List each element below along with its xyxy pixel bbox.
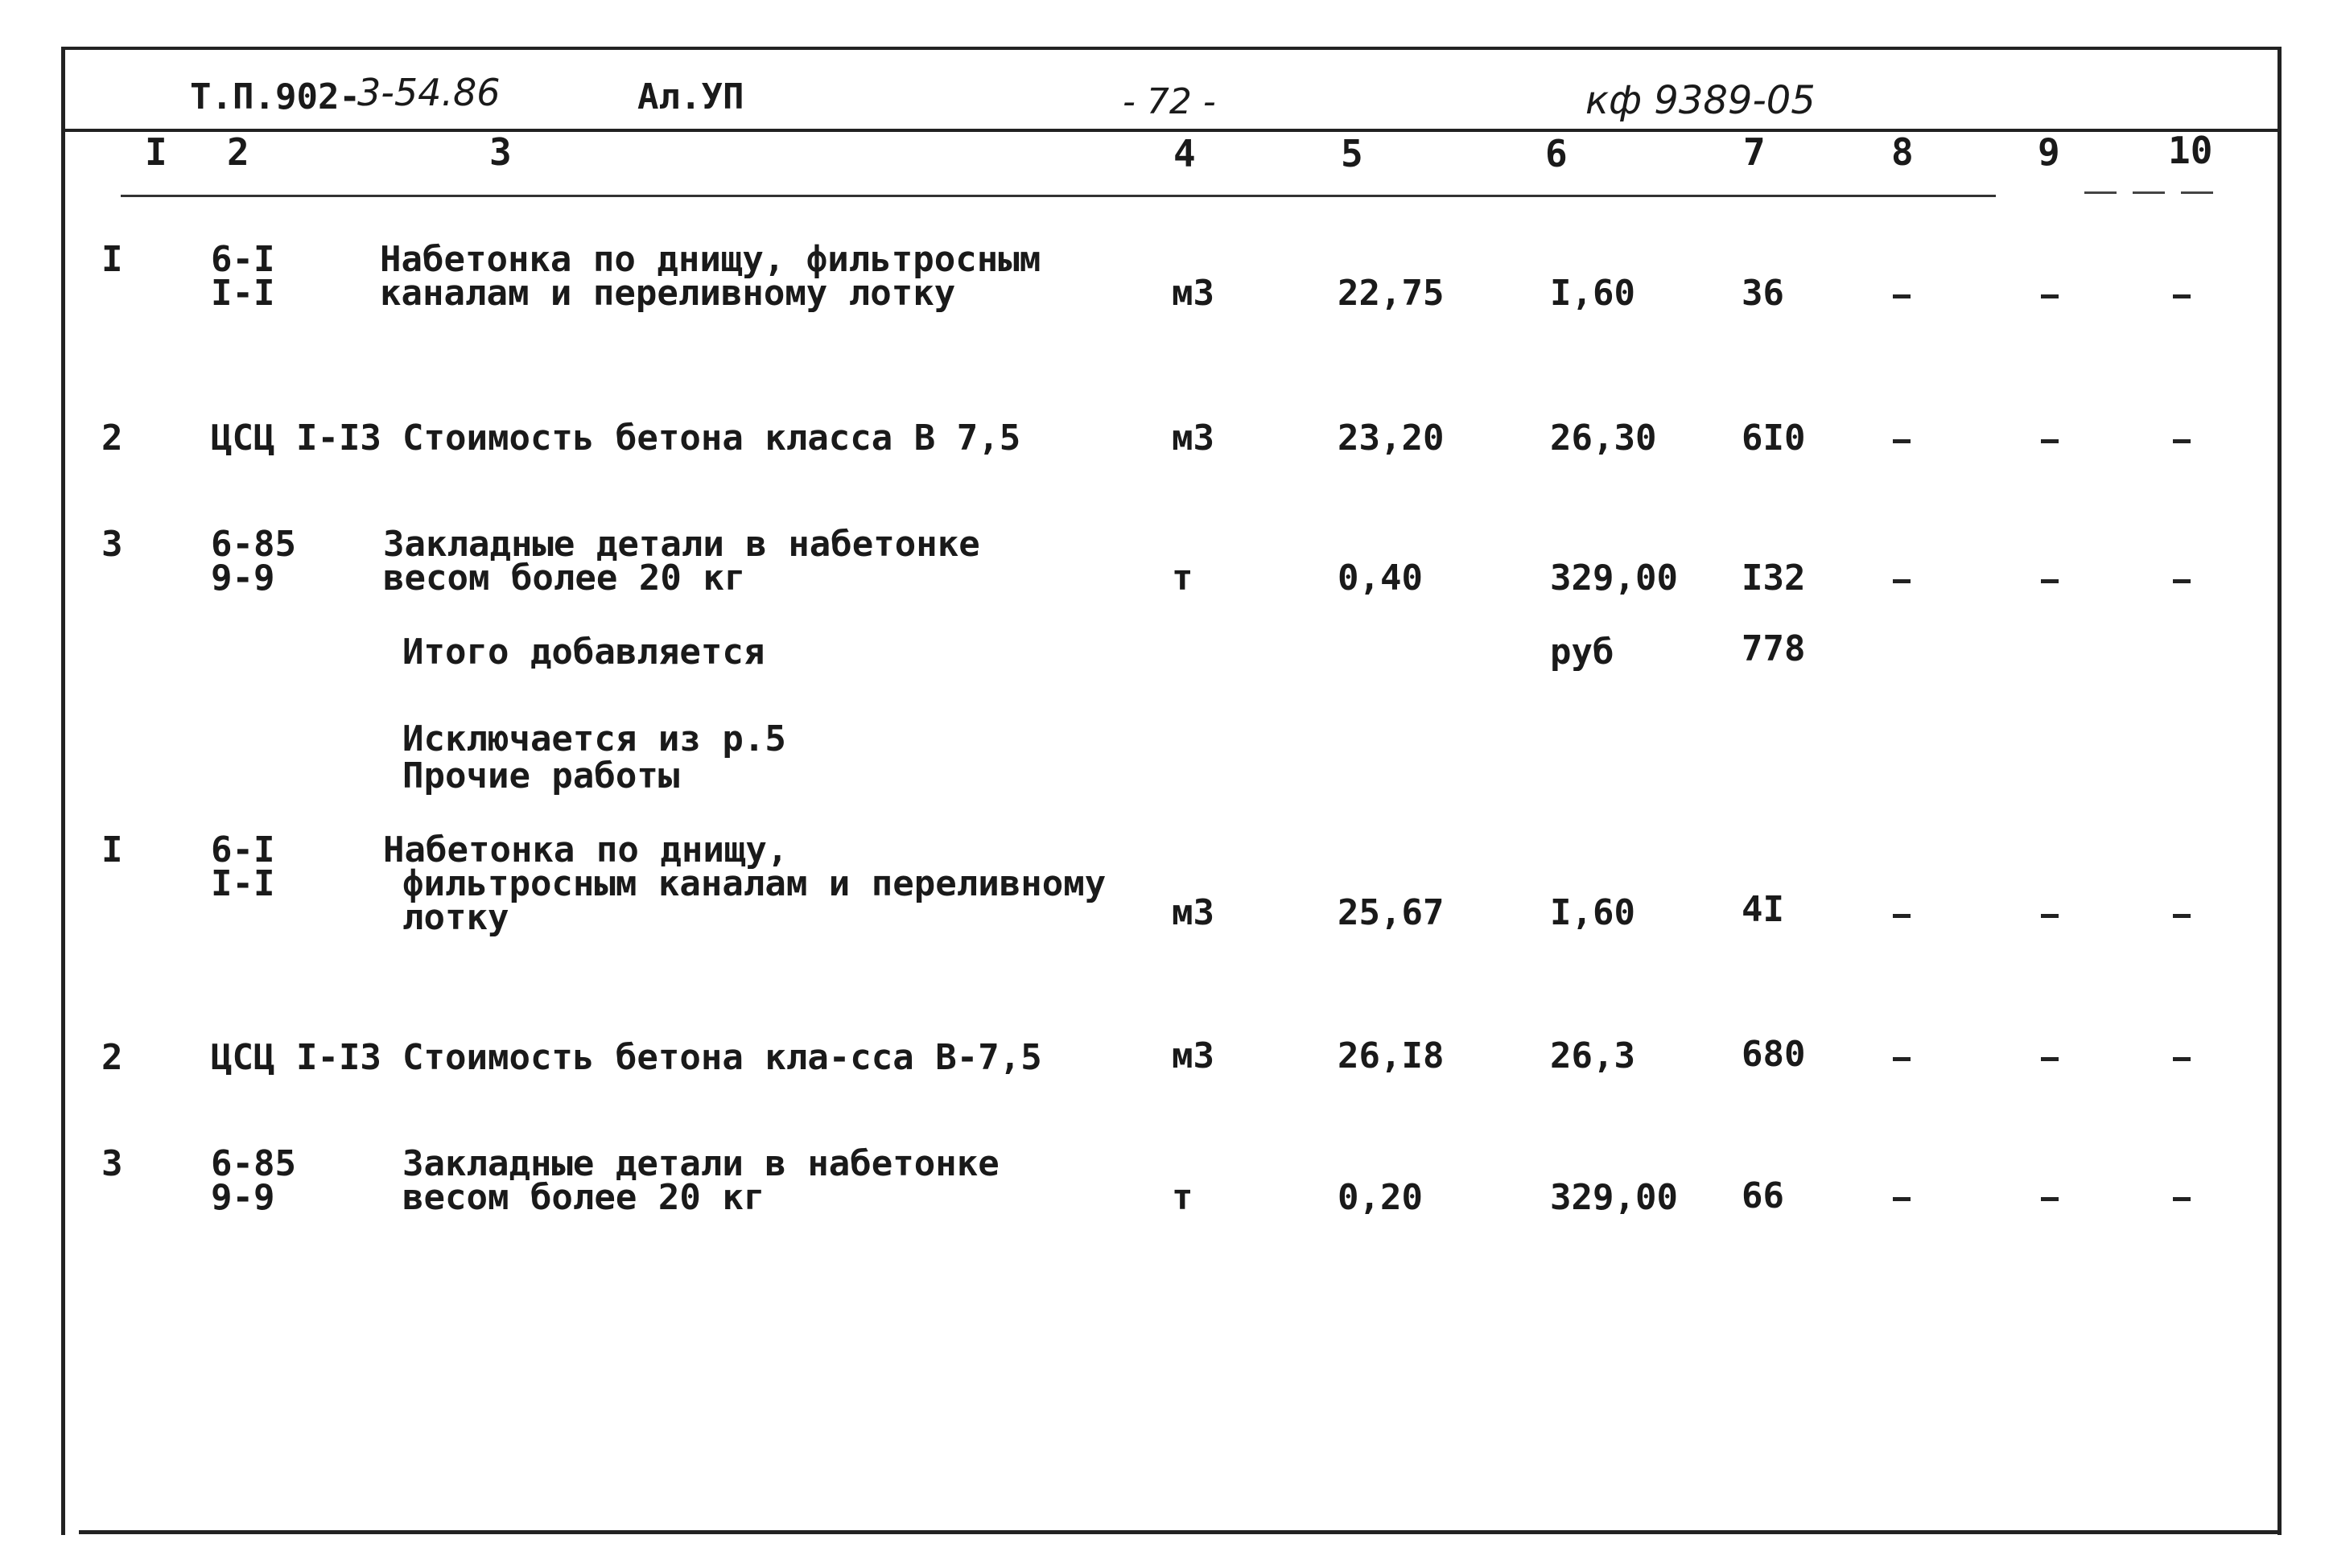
norm-code: 6-85: [211, 1143, 296, 1184]
work-description: Закладные детали в набетонке: [383, 524, 980, 565]
work-description-cont: весом более 20 кг: [402, 1177, 765, 1218]
unit-price: 329,00: [1550, 558, 1678, 599]
empty-cell-dash: [2173, 579, 2191, 583]
excluded-heading: Исключается из р.5: [402, 718, 786, 759]
quantity: 25,67: [1338, 892, 1445, 933]
total-cost: 6I0: [1742, 418, 1806, 459]
empty-cell-dash: [2041, 294, 2059, 298]
quantity: 26,I8: [1338, 1035, 1445, 1076]
norm-code-sub: 9-9: [211, 1177, 275, 1218]
column-header-dashed-rule: [2084, 191, 2229, 194]
norm-code: 6-85: [211, 524, 296, 565]
empty-cell-dash: [2041, 1197, 2059, 1201]
total-cost: 66: [1742, 1175, 1784, 1216]
total-cost: 680: [1742, 1034, 1806, 1075]
excluded-subheading: Прочие работы: [402, 755, 680, 796]
column-number-7: 7: [1743, 130, 1766, 174]
album-number: Ал.УП: [637, 76, 744, 117]
work-description: Набетонка по днищу, фильтросным: [380, 239, 1041, 280]
work-description: Закладные детали в набетонке: [402, 1143, 1000, 1184]
row-number: 2: [101, 1037, 123, 1078]
column-number-3: 3: [489, 130, 512, 174]
unit: т: [1172, 558, 1193, 599]
empty-cell-dash: [1893, 439, 1911, 443]
empty-cell-dash: [1893, 1197, 1911, 1201]
column-number-4: 4: [1173, 132, 1196, 175]
empty-cell-dash: [2173, 1057, 2191, 1061]
norm-code-sub: I-I: [211, 273, 275, 314]
total-cost: 4I: [1742, 889, 1784, 930]
norm-code: ЦСЦ I-I3: [211, 1037, 381, 1078]
row-number: I: [101, 239, 123, 280]
norm-code: 6-I: [211, 239, 275, 280]
document-code-handwritten: 3-54.86: [357, 71, 501, 114]
empty-cell-dash: [2173, 914, 2191, 918]
empty-cell-dash: [1893, 914, 1911, 918]
empty-cell-dash: [1893, 1057, 1911, 1061]
column-header-rule: [121, 195, 1996, 197]
work-description: Стоимость бетона класса В 7,5: [402, 418, 1021, 459]
frame-top-border: [61, 47, 2282, 50]
unit: м3: [1172, 418, 1214, 459]
work-description-cont: лотку: [402, 897, 509, 938]
norm-code-sub: 9-9: [211, 558, 275, 599]
norm-code: ЦСЦ I-I3: [211, 418, 381, 459]
column-number-10: 10: [2168, 129, 2213, 172]
norm-code-sub: I-I: [211, 863, 275, 904]
header-rule: [61, 129, 2282, 132]
column-number-9: 9: [2038, 130, 2060, 174]
column-number-5: 5: [1341, 132, 1363, 175]
row-number: 3: [101, 1143, 123, 1184]
row-number: 3: [101, 524, 123, 565]
empty-cell-dash: [2173, 1197, 2191, 1201]
unit: м3: [1172, 273, 1214, 314]
total-label: Итого добавляется: [402, 632, 765, 673]
frame-bottom-border: [79, 1530, 2282, 1534]
column-number-1: I: [145, 130, 167, 174]
column-number-8: 8: [1891, 130, 1914, 174]
work-description-cont: каналам и переливному лотку: [380, 273, 956, 314]
document-code: Т.П.902-: [190, 76, 361, 117]
quantity: 22,75: [1338, 273, 1445, 314]
unit-price: 329,00: [1550, 1177, 1678, 1218]
quantity: 0,40: [1338, 558, 1423, 599]
unit-price: 26,30: [1550, 418, 1657, 459]
empty-cell-dash: [1893, 294, 1911, 298]
work-description-cont: весом более 20 кг: [383, 558, 746, 599]
work-description: Набетонка по днищу,: [383, 829, 789, 870]
frame-right-border: [2277, 47, 2282, 1535]
empty-cell-dash: [2041, 1057, 2059, 1061]
quantity: 0,20: [1338, 1177, 1423, 1218]
unit-price: I,60: [1550, 892, 1635, 933]
total-cost: 36: [1742, 273, 1784, 314]
column-number-2: 2: [227, 130, 249, 174]
empty-cell-dash: [1893, 579, 1911, 583]
empty-cell-dash: [2173, 439, 2191, 443]
row-number: 2: [101, 418, 123, 459]
unit: м3: [1172, 892, 1214, 933]
quantity: 23,20: [1338, 418, 1445, 459]
total-cost: I32: [1742, 558, 1806, 599]
empty-cell-dash: [2041, 579, 2059, 583]
empty-cell-dash: [2041, 914, 2059, 918]
work-description-cont: фильтросным каналам и переливному: [402, 863, 1107, 904]
page-number: - 72 -: [1123, 81, 1216, 122]
work-description: Стоимость бетона кла-сса В-7,5: [402, 1037, 1042, 1078]
total-value: 778: [1742, 628, 1806, 669]
unit-price: I,60: [1550, 273, 1635, 314]
unit: т: [1172, 1177, 1193, 1218]
archive-stamp: кф 9389-05: [1585, 78, 1816, 123]
column-number-6: 6: [1545, 132, 1568, 175]
empty-cell-dash: [2173, 294, 2191, 298]
total-unit: руб: [1550, 632, 1614, 673]
empty-cell-dash: [2041, 439, 2059, 443]
unit-price: 26,3: [1550, 1035, 1635, 1076]
unit: м3: [1172, 1035, 1214, 1076]
frame-left-border: [61, 47, 65, 1535]
row-number: I: [101, 829, 123, 870]
norm-code: 6-I: [211, 829, 275, 870]
